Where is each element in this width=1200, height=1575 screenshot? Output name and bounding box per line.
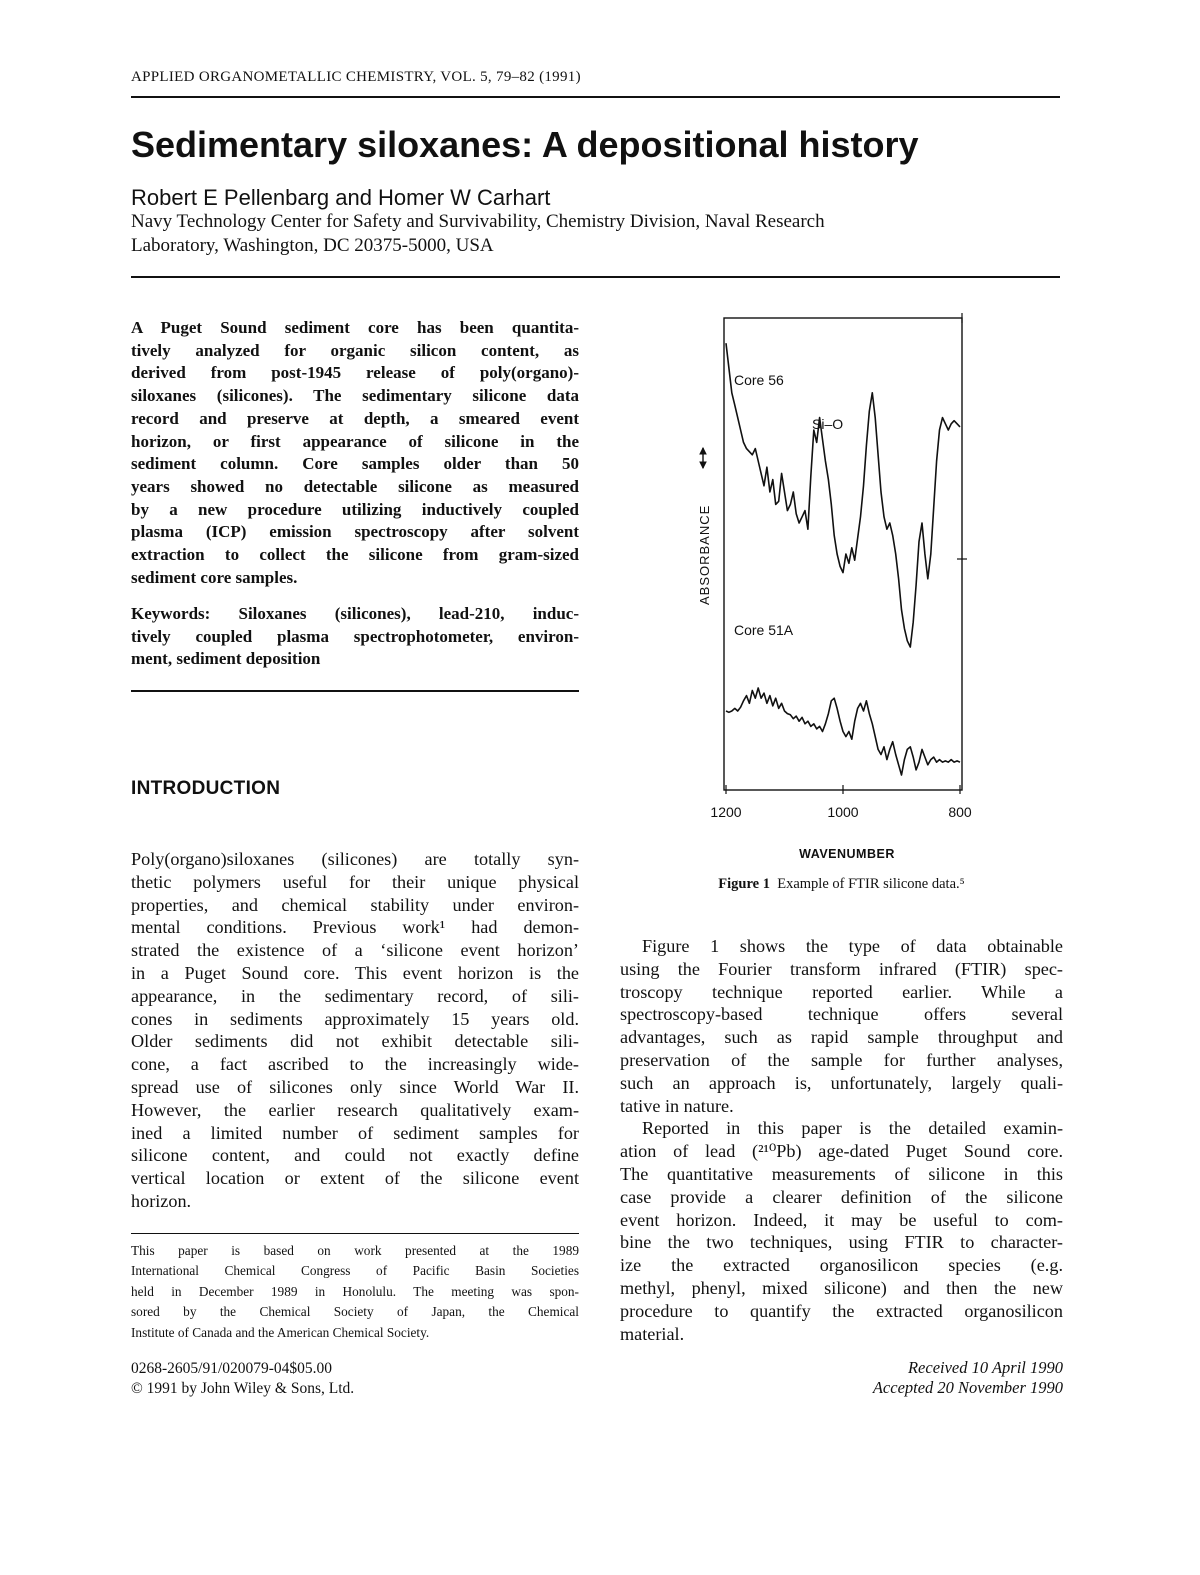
abstract-line: record and preserve at depth, a smeared event [131, 408, 579, 428]
y-axis-label: ABSORBANCE [697, 504, 712, 605]
series-label-core-56: Core 56 [734, 372, 784, 388]
author-list: Robert E Pellenbarg and Homer W Carhart [131, 185, 551, 210]
header-rule [131, 96, 1060, 98]
body-line: mental conditions. Previous work¹ had demon- [131, 917, 579, 938]
keywords-line: tively coupled plasma spectrophotometer, environ- [131, 626, 579, 646]
title-block-rule [131, 276, 1060, 278]
body-line: troscopy technique reported earlier. While a [620, 981, 1063, 1002]
article-title: Sedimentary siloxanes: A depositional history [131, 124, 919, 165]
abstract-line: by a new procedure utilizing inductively coupled [131, 499, 579, 519]
body-line: silicone content, and could not exactly define [131, 1145, 579, 1166]
body-line: event horizon. Indeed, it may be useful to com- [620, 1209, 1063, 1230]
abstract-line: A Puget Sound sediment core has been quantita- [131, 318, 579, 337]
body-line: procedure to quantify the extracted organosilicon [620, 1300, 1063, 1321]
issn-copyright [131, 1359, 354, 1399]
footnote-line: International Chemical Congress of Pacific Basin Societies [131, 1263, 579, 1279]
footnote-line: held in December 1989 in Honolulu. The meeting was spon- [131, 1283, 579, 1299]
x-tick-label: 1000 [827, 804, 859, 820]
section-heading-introduction: INTRODUCTION [131, 778, 281, 799]
figure-caption [620, 876, 1063, 893]
accepted-date: Accepted 20 November 1990 [872, 1378, 1063, 1397]
x-tick-label: 800 [948, 804, 972, 820]
footnote-rule [131, 1233, 579, 1234]
body-line: strated the existence of a ‘silicone event horizon’ [131, 940, 579, 961]
footnote-line: sored by the Chemical Society of Japan, the Chemical [131, 1304, 579, 1320]
body-line: advantages, such as rapid sample throughput and [620, 1027, 1063, 1048]
abstract-line: sediment core samples. [131, 567, 298, 587]
body-line: cone, a fact ascribed to the increasingly wide- [131, 1054, 579, 1075]
body-line: case provide a clearer definition of the silicone [620, 1186, 1063, 1207]
abstract-line: horizon, or first appearance of silicone in the [131, 431, 579, 451]
abstract-line: extraction to collect the silicone from gram-sized [131, 545, 579, 565]
x-axis-label: WAVENUMBER [799, 847, 895, 861]
body-line: tative in nature. [620, 1095, 734, 1116]
keywords-line: ment, sediment deposition [131, 649, 321, 669]
body-line: appearance, in the sedimentary record, of sili- [131, 985, 579, 1006]
keywords-line: Keywords: Siloxanes (silicones), lead-210, induc- [131, 604, 579, 623]
spectrum-line-core-51a [726, 688, 960, 775]
body-line: bine the two techniques, using FTIR to character- [620, 1232, 1063, 1253]
plot-frame [724, 318, 962, 790]
affiliation-line: Navy Technology Center for Safety and Survivability, Chemistry Division, Naval Research [131, 211, 825, 232]
body-line: spectroscopy-based technique offers several [620, 1004, 1063, 1025]
body-line: cones in sediments approximately 15 years old. [131, 1008, 579, 1029]
sio-annotation: Si–O [812, 416, 844, 432]
body-line: Figure 1 shows the type of data obtainable [642, 936, 1063, 956]
caption-label: Figure 1 [718, 876, 770, 892]
body-line: thetic polymers useful for their unique physical [131, 871, 579, 892]
footnote [131, 1241, 579, 1343]
abstract-line: tively analyzed for organic silicon content, as [131, 340, 579, 360]
affiliation [131, 210, 1011, 258]
right-column-body [620, 935, 1063, 1345]
body-line: using the Fourier transform infrared (FTIR) spec- [620, 958, 1063, 979]
abstract [131, 317, 579, 589]
footnote-line: This paper is based on work presented at the 1989 [131, 1243, 579, 1258]
x-tick-label: 1200 [710, 804, 742, 820]
abstract-rule [131, 690, 579, 692]
body-line: Reported in this paper is the detailed examin- [642, 1118, 1063, 1139]
body-line: ined a limited number of sediment samples for [131, 1122, 579, 1143]
affiliation-line: Laboratory, Washington, DC 20375-5000, USA [131, 235, 494, 256]
abstract-line: derived from post-1945 release of poly(organo)- [131, 363, 579, 383]
body-line: However, the earlier research qualitatively exam- [131, 1099, 579, 1120]
body-line: horizon. [131, 1190, 192, 1211]
body-line: ation of lead (²¹⁰Pb) age-dated Puget Sound core. [620, 1141, 1063, 1162]
body-line: methyl, phenyl, mixed silicone) and then the new [620, 1277, 1063, 1298]
body-line: such an approach is, unfortunately, largely quali- [620, 1072, 1063, 1093]
body-line: vertical location or extent of the silicone event [131, 1168, 579, 1189]
abstract-line: years showed no detectable silicone as measured [131, 476, 579, 496]
introduction-body [131, 848, 579, 1213]
copyright-line: © 1991 by John Wiley & Sons, Ltd. [131, 1380, 355, 1397]
body-line: Poly(organo)siloxanes (silicones) are totally syn- [131, 849, 579, 869]
received-dates [770, 1358, 1063, 1398]
absorbance-scale-marker [700, 448, 706, 468]
body-line: ize the extracted organosilicon species (e.g. [620, 1255, 1063, 1276]
spectra [726, 343, 960, 775]
received-date: Received 10 April 1990 [907, 1358, 1063, 1377]
caption-text: Example of FTIR silicone data.⁵ [777, 876, 965, 892]
body-line: material. [620, 1323, 685, 1344]
ftir-figure [660, 305, 1000, 880]
body-line: Older sediments did not exhibit detectable sili- [131, 1031, 579, 1052]
abstract-line: plasma (ICP) emission spectroscopy after solvent [131, 522, 579, 542]
keywords [131, 603, 579, 671]
body-line: spread use of silicones only since World War II. [131, 1076, 579, 1097]
body-line: properties, and chemical stability under environ- [131, 894, 579, 915]
footnote-line: Institute of Canada and the American Chemical Society. [131, 1324, 430, 1340]
abstract-line: sediment column. Core samples older than 50 [131, 454, 579, 474]
body-line: preservation of the sample for further analyses, [620, 1049, 1063, 1070]
spectrum-line-core-56 [726, 343, 960, 647]
series-label-core-51a: Core 51A [734, 622, 794, 638]
issn-line: 0268-2605/91/020079-04$05.00 [131, 1360, 333, 1377]
abstract-line: siloxanes (silicones). The sedimentary silicone data [131, 386, 579, 406]
body-line: The quantitative measurements of silicone in this [620, 1163, 1063, 1184]
running-head: APPLIED ORGANOMETALLIC CHEMISTRY, VOL. 5, 79–82 (1991) [131, 69, 581, 85]
body-line: in a Puget Sound core. This event horizon is the [131, 962, 579, 983]
